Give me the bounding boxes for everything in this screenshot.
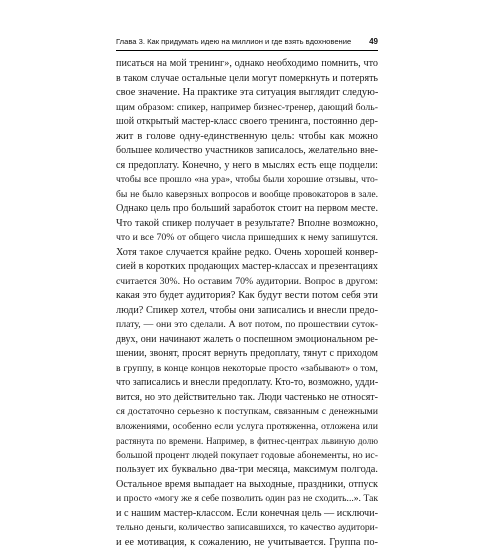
text-line: писаться на мой тренинг», однако необходимо помнить, что [116, 57, 378, 72]
text-line: и просто «могу же я себе позволить один раз не сходить...». Так [116, 492, 378, 507]
text-line: вложениями, особенно если услуга протяженна, отложена или [116, 420, 378, 435]
text-line: растянута по времени. Например, в фитнес-центрах львиную долю [116, 434, 378, 449]
text-line: чтобы все прошло «на ура», чтобы были хорошие отзывы, что- [116, 173, 378, 188]
text-line: Что такой спикер получает в результате? Вполне возможно, [116, 217, 378, 232]
page-number: 49 [369, 36, 378, 48]
text-line: пользует их буквально два-три месяца, максимум полгода. [116, 463, 378, 478]
text-line: люди? Спикер хотел, чтобы они записались и внесли предо- [116, 304, 378, 319]
running-header [116, 36, 378, 51]
chapter-title: Глава 3. Как придумать идею на миллион и где взять вдохновение [116, 36, 351, 48]
text-line: сией в коротких продающих мастер-классах и презентациях [116, 260, 378, 275]
text-line: и с нашим мастер-классом. Если конечная цель — исключи- [116, 507, 378, 522]
text-line: плату, — они это сделали. А вот потом, по прошествии суток- [116, 318, 378, 333]
text-line: большее количество участников записалось, желательно вне- [116, 144, 378, 159]
text-line: в группу, в конце концов некоторые просто «забывают» о том, [116, 362, 378, 377]
text-line: щим образом: спикер, например бизнес-тренер, дающий боль- [116, 101, 378, 116]
text-line: ся достаточно серьезно к поступкам, связанным с денежными [116, 405, 378, 420]
text-line: шении, звонят, просят вернуть предоплату, тянут с приходом [116, 347, 378, 362]
text-line: тельно деньги, количество записавшихся, то качество аудитори- [116, 521, 378, 536]
text-line: бы не было каверзных вопросов и вообще провокаторов в зале. [116, 188, 378, 203]
text-line: свое значение. На практике эта ситуация выглядит следую- [116, 86, 378, 101]
text-line: Остальное время выпадает на выходные, праздники, отпуск [116, 478, 378, 493]
text-line: двух, они начинают жалеть о поспешном эмоциональном ре- [116, 333, 378, 348]
text-line: Хотя такое случается крайне редко. Очень хорошей конвер- [116, 246, 378, 261]
text-line: жит в голове одну-единственную цель: чтобы как можно [116, 130, 378, 145]
text-line: какая это будет аудитория? Как будут вести потом себя эти [116, 289, 378, 304]
text-line: шой открытый мастер-класс своего тренинга, постоянно дер- [116, 115, 378, 130]
text-line: вится, но это действительно так. Люди частенько не относят- [116, 391, 378, 406]
text-line: что записались и внесли предоплату. Кто-то, возможно, удди- [116, 376, 378, 391]
text-line: Однако цель про больший заработок стоит на первом месте. [116, 202, 378, 217]
body-text [116, 57, 378, 550]
text-line: ся предоплату. Конечно, у него в мыслях есть еще подцели: [116, 159, 378, 174]
text-line: большой процент людей покупает годовые абонементы, но ис- [116, 449, 378, 464]
text-line: и ее мотивация, к сожалению, не учитывается. Группа по- [116, 536, 378, 550]
text-line: в таком случае остальные цели могут померкнуть и потерять [116, 72, 378, 87]
text-line: что и все 70% от общего числа пришедших к нему запишутся. [116, 231, 378, 246]
text-line: считается 30%. Но оставим 70% аудитории. Вопрос в другом: [116, 275, 378, 290]
